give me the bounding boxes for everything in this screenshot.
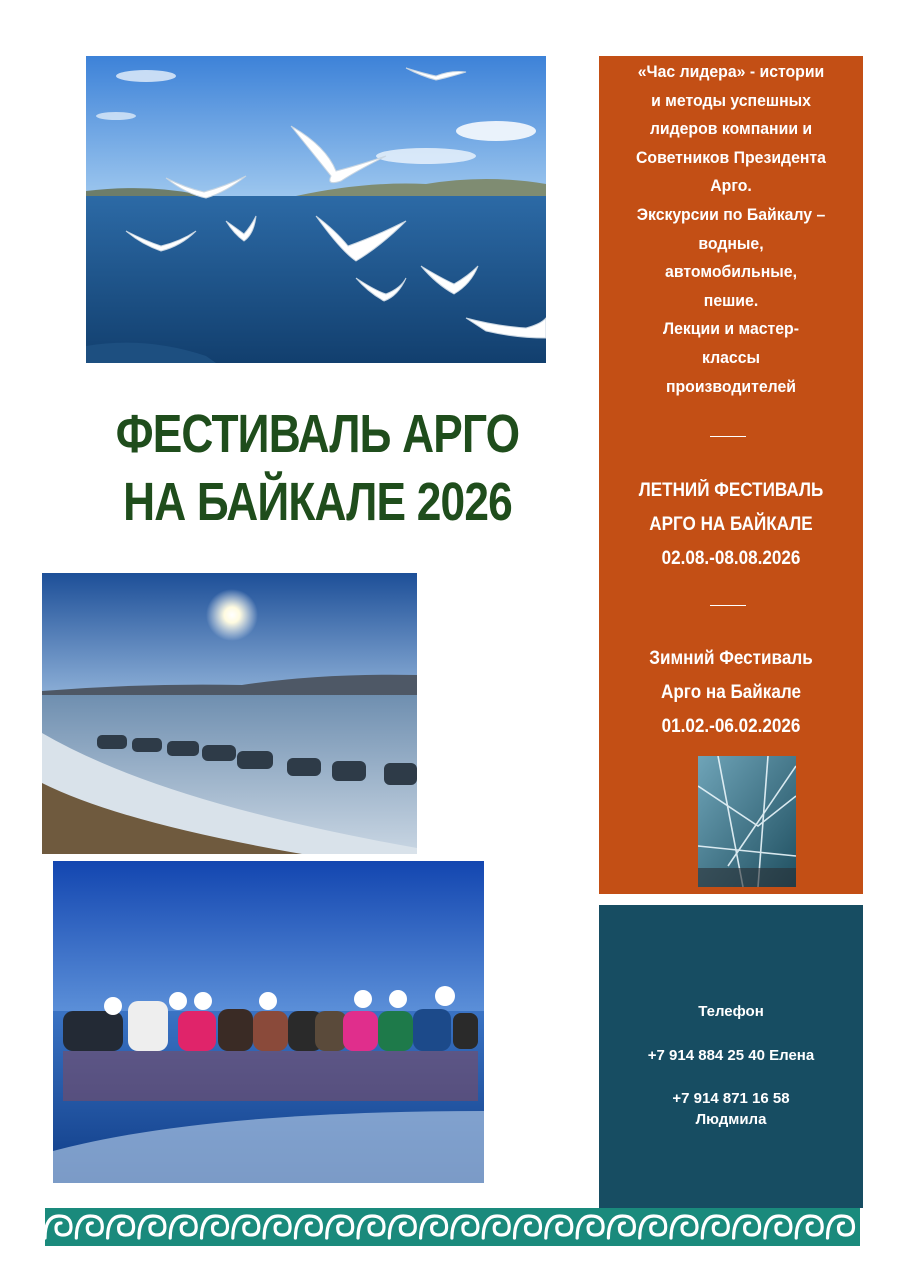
group-on-ice-photo — [53, 861, 484, 1183]
program-description — [608, 58, 854, 401]
title-line-1: ФЕСТИВАЛЬ АРГО — [115, 404, 520, 464]
summer-line: ЛЕТНИЙ ФЕСТИВАЛЬ — [638, 480, 824, 501]
program-line: автомобильные, — [665, 262, 797, 282]
divider-line — [710, 605, 746, 606]
winter-dates: 01.02.-06.02.2026 — [661, 716, 801, 737]
winter-line: Арго на Байкале — [660, 682, 802, 703]
summer-dates: 02.08.-08.08.2026 — [661, 548, 801, 569]
page-title — [90, 400, 545, 536]
program-line: Лекции и мастер- — [662, 319, 799, 339]
hovercraft-on-ice-photo — [42, 573, 417, 854]
phone-1[interactable]: +7 914 884 25 40 Елена — [647, 1047, 815, 1064]
contact-panel — [599, 905, 863, 1208]
summer-line: АРГО НА БАЙКАЛЕ — [649, 514, 813, 535]
program-line: и методы успешных — [651, 90, 811, 110]
cracked-ice-photo — [698, 756, 796, 887]
program-line: классы — [701, 347, 761, 367]
program-line: Арго. — [710, 176, 752, 196]
summer-festival-info — [612, 474, 850, 576]
program-line: «Час лидера» - истории — [637, 62, 825, 81]
program-line: Советников Президента — [636, 147, 826, 167]
program-line: лидеров компании и — [649, 119, 813, 139]
phone-label: Телефон — [698, 1003, 764, 1020]
phone-2[interactable]: +7 914 871 16 58 — [672, 1090, 790, 1107]
program-line: пешие. — [703, 290, 759, 310]
program-line: водные, — [698, 233, 764, 253]
program-line: производителей — [665, 376, 797, 396]
title-line-2: НА БАЙКАЛЕ 2026 — [123, 472, 512, 532]
winter-festival-info — [612, 642, 850, 744]
program-info-panel — [599, 56, 863, 894]
winter-line: Зимний Фестиваль — [649, 648, 813, 669]
divider-line — [710, 436, 746, 437]
phone-2-name: Людмила — [695, 1111, 767, 1128]
seagulls-over-lake-photo — [86, 56, 546, 363]
wave-ornament-border — [45, 1208, 860, 1246]
program-line: Экскурсии по Байкалу – — [636, 204, 826, 224]
